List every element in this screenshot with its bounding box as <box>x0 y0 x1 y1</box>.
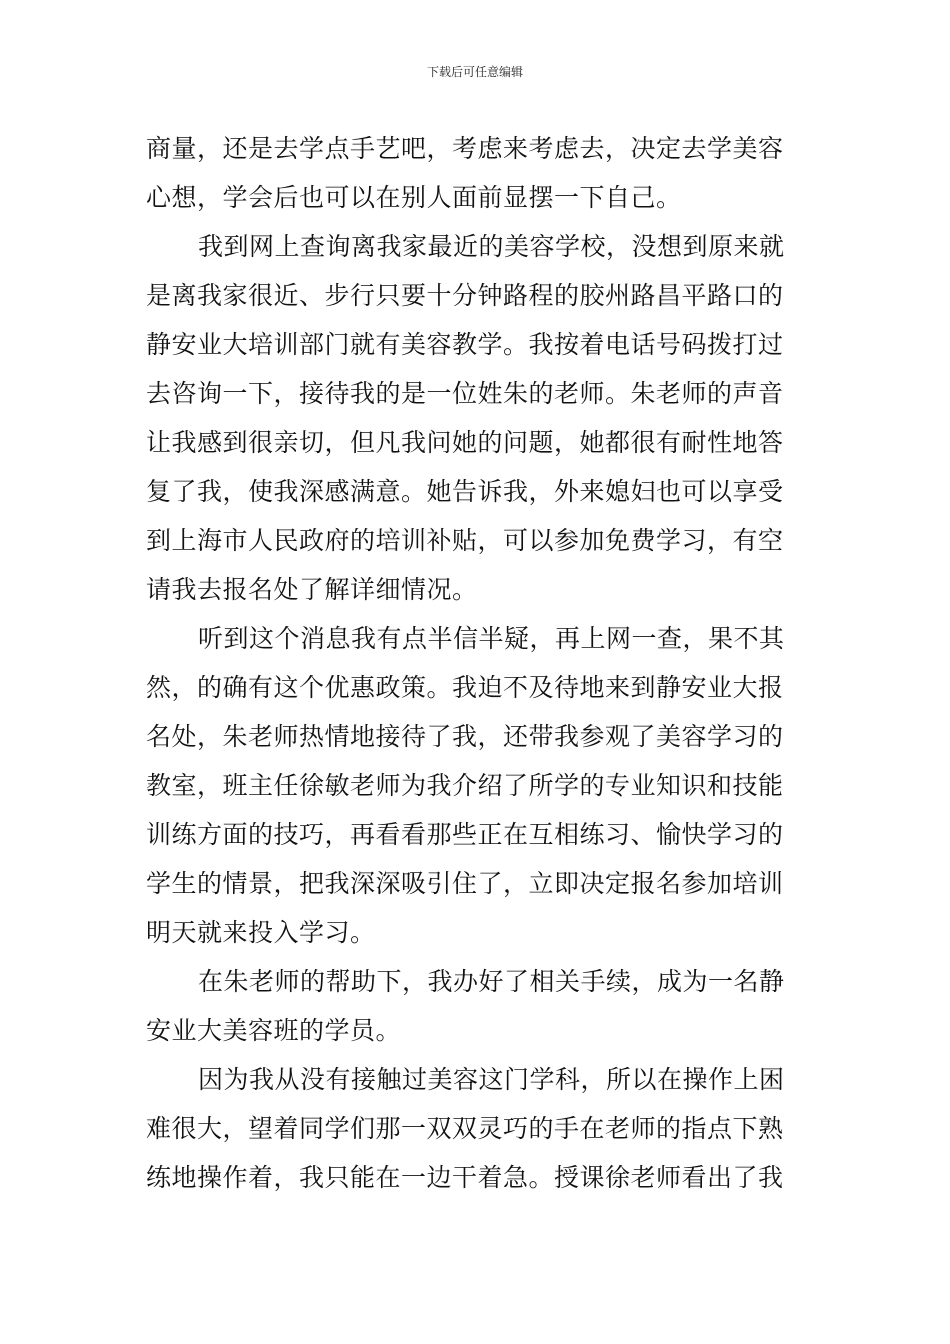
body-line: 复了我，使我深感满意。她告诉我，外来媳妇也可以享受 <box>146 477 784 506</box>
body-line: 难很大，望着同学们那一双双灵巧的手在老师的指点下熟 <box>146 1114 784 1143</box>
body-line: 请我去报名处了解详细情况。 <box>146 575 478 604</box>
body-line: 心想，学会后也可以在别人面前显摆一下自己。 <box>146 183 682 212</box>
page-header: 下载后可任意编辑 <box>426 65 523 79</box>
body-line: 名处，朱老师热情地接待了我，还带我参观了美容学习的 <box>146 722 784 751</box>
body-line: 安业大美容班的学员。 <box>146 1016 402 1045</box>
body-line: 让我感到很亲切，但凡我问她的问题，她都很有耐性地答 <box>146 428 784 457</box>
body-line: 商量，还是去学点手艺吧，考虑来考虑去，决定去学美容 <box>146 134 784 163</box>
body-line: 训练方面的技巧，再看看那些正在互相练习、愉快学习的 <box>146 820 784 849</box>
body-line: 明天就来投入学习。 <box>146 918 376 947</box>
body-line: 静安业大培训部门就有美容教学。我按着电话号码拨打过 <box>146 330 784 359</box>
body-line: 是离我家很近、步行只要十分钟路程的胶州路昌平路口的 <box>146 281 784 310</box>
body-line: 在朱老师的帮助下，我办好了相关手续，成为一名静 <box>198 967 785 996</box>
body-line: 听到这个消息我有点半信半疑，再上网一查，果不其 <box>198 624 785 653</box>
body-line: 我到网上查询离我家最近的美容学校，没想到原来就 <box>198 232 785 261</box>
body-line: 到上海市人民政府的培训补贴，可以参加免费学习，有空 <box>146 526 784 555</box>
body-line: 然，的确有这个优惠政策。我迫不及待地来到静安业大报 <box>146 673 784 702</box>
body-line: 练地操作着，我只能在一边干着急。授课徐老师看出了我 <box>146 1163 784 1192</box>
body-line: 学生的情景，把我深深吸引住了，立即决定报名参加培训 <box>146 869 784 898</box>
body-line: 教室，班主任徐敏老师为我介绍了所学的专业知识和技能 <box>146 771 784 800</box>
body-line: 去咨询一下，接待我的是一位姓朱的老师。朱老师的声音 <box>146 379 784 408</box>
body-line: 因为我从没有接触过美容这门学科，所以在操作上困 <box>198 1065 785 1094</box>
